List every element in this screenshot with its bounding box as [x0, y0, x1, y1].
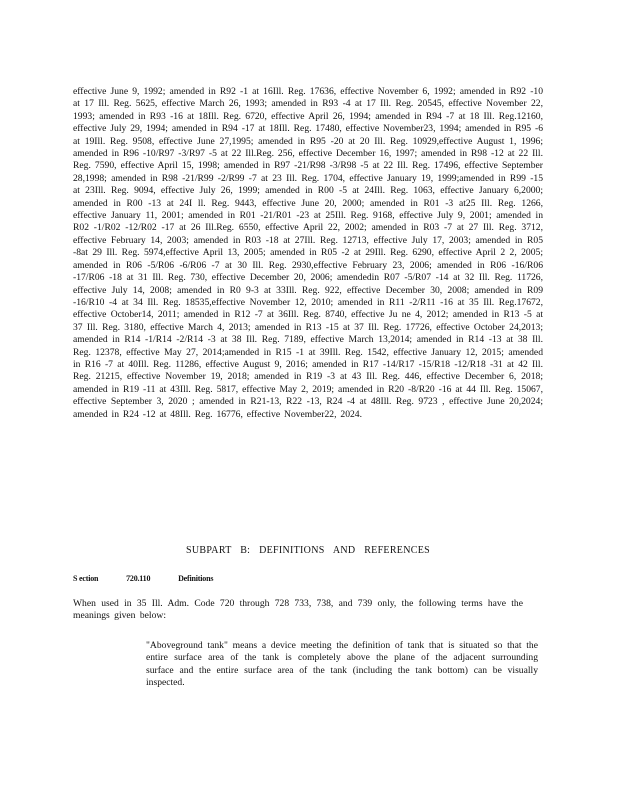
section-heading [73, 574, 373, 583]
section-title: Definitions [178, 574, 214, 583]
subpart-heading: SUBPART B: DEFINITIONS AND REFERENCES [186, 545, 430, 556]
definition-aboveground-tank: "Aboveground tank" means a device meeting the definition of tank that is situated so that the entire surface area of the tank is completely above the plane of the adjacent surrounding surface and the entire surface area of the tank (including the tank bottom) can be visually inspected. [146, 640, 538, 689]
section-number: 720.110 [126, 574, 151, 583]
section-label: S ection [73, 574, 99, 583]
intro-paragraph: When used in 35 Ill. Adm. Code 720 through 728 733, 738, and 739 only, the following terms have the meanings given below: [73, 598, 523, 622]
amendment-history-paragraph: effective June 9, 1992; amended in R92 -1 at 16Ill. Reg. 17636, effective November 6, 1992; amended in R92 -10 at 17 Ill. Reg. 5625, effective March 26, 1993; amended in R93 -4 at 17 Ill. Reg. 20545, effective November 22, 1993; amended in R93 -16 at 18Ill. Reg. 6720, effective April 26, 1994; amended in R94 -7 at 18 Ill. Reg.12160, effective July 29, 1994; amended in R94 -17 at 18Ill. Reg. 17480, effective November23, 1994; amended in R95 -6 at 19Ill. Reg. 9508, effective June 27,1995; amended in R95 -20 at 20 Ill. Reg. 10929,effective August 1, 1996; amended in R96 -10/R97 -3/R97 -5 at 22 Ill.Reg. 256, effective December 16, 1997; amended in R98 -12 at 22 Ill. Reg. 7590, effective April 15, 1998; amended in R97 -21/R98 -3/R98 -5 at 22 Ill. Reg. 17496, effective September 28,1998; amended in R98 -21/R99 -2/R99 -7 at 23 Ill. Reg. 1704, effective January 19, 1999;amended in R99 -15 at 23Ill. Reg. 9094, effective July 26, 1999; amended in R00 -5 at 24Ill. Reg. 1063, effective January 6,2000; amended in R00 -13 at 24I ll. Reg. 9443, effective June 20, 2000; amended in R01 -3 at25 Ill. Reg. 1266, effective January 11, 2001; amended in R01 -21/R01 -23 at 25Ill. Reg. 9168, effective July 9, 2001; amended in R02 -1/R02 -12/R02 -17 at 26 Ill.Reg. 6550, effective April 22, 2002; amended in R03 -7 at 27 Ill. Reg. 3712, effective February 14, 2003; amended in R03 -18 at 27Ill. Reg. 12713, effective July 17, 2003; amended in R05 -8at 29 Ill. Reg. 5974,effective April 13, 2005; amended in R05 -2 at 29Ill. Reg. 6290, effective April 2 2, 2005; amended in R06 -5/R06 -6/R06 -7 at 30 Ill. Reg. 2930,effective February 23, 2006; amended in R06 -16/R06 -17/R06 -18 at 31 Ill. Reg. 730, effective December 20, 2006; amendedin R07 -5/R07 -14 at 32 Ill. Reg. 11726, effective July 14, 2008; amended in R0 9-3 at 33Ill. Reg. 922, effective December 30, 2008; amended in R09 -16/R10 -4 at 34 Ill. Reg. 18535,effective November 12, 2010; amended in R11 -2/R11 -16 at 35 Ill. Reg.17672, effective October14, 2011; amended in R12 -7 at 36Ill. Reg. 8740, effective Ju ne 4, 2012; amended in R13 -5 at 37 Ill. Reg. 3180, effective March 4, 2013; amended in R13 -15 at 37 Ill. Reg. 17726, effective October 24,2013; amended in R14 -1/R14 -2/R14 -3 at 38 Ill. Reg. 7189, effective March 13,2014; amended in R14 -13 at 38 Ill. Reg. 12378, effective May 27, 2014;amended in R15 -1 at 39Ill. Reg. 1542, effective January 12, 2015; amended in R16 -7 at 40Ill. Reg. 11286, effective August 9, 2016; amended in R17 -14/R17 -15/R18 -12/R18 -31 at 42 Ill. Reg. 21215, effective November 19, 2018; amended in R19 -3 at 43 Ill. Reg. 446, effective December 6, 2018; amended in R19 -11 at 43Ill. Reg. 5817, effective May 2, 2019; amended in R20 -8/R20 -16 at 44 Ill. Reg. 15067, effective September 3, 2020 ; amended in R21-13, R22 -13, R24 -4 at 48Ill. Reg. 9723 , effective June 20,2024; amended in R24 -12 at 48Ill. Reg. 16776, effective November22, 2024. [73, 86, 543, 420]
